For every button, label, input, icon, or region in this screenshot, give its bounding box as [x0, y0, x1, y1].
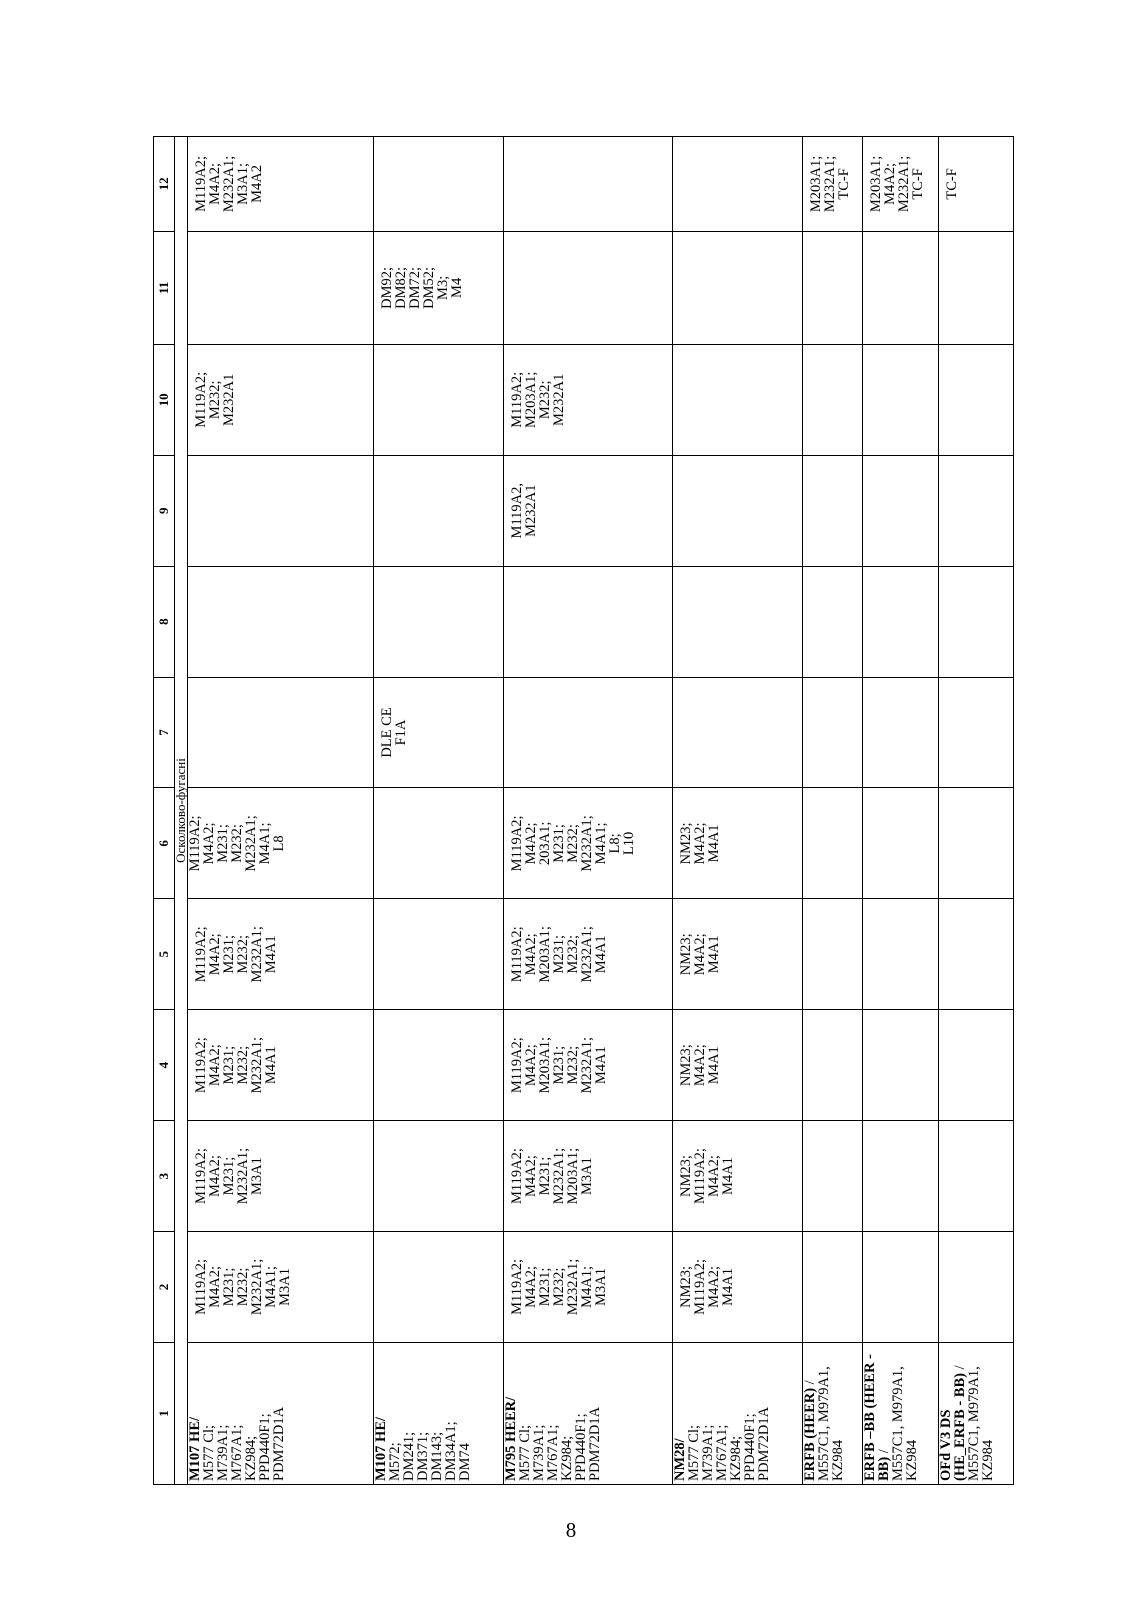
charge-cell-col-4	[673, 1010, 803, 1121]
charge-list: M119A2, M232A1	[509, 482, 539, 539]
charge-cell-col-12	[863, 137, 939, 232]
header-cell: 7	[154, 677, 175, 788]
header-cell: 12	[154, 137, 175, 232]
charge-cell-col-3	[188, 1121, 374, 1232]
projectile-cell	[803, 1342, 863, 1484]
charge-list: NM23; M119A2; M4A2; M4A1	[678, 1259, 736, 1315]
charge-cell-col-3	[939, 1121, 1014, 1232]
charge-cell-col-7	[803, 677, 863, 788]
projectile-title-suffix: /	[952, 1365, 968, 1374]
charge-cell-col-6	[374, 788, 504, 899]
header-row	[154, 137, 175, 1485]
charge-cell-col-8	[504, 566, 673, 677]
charge-cell-col-4	[939, 1010, 1014, 1121]
projectile-title: M107 HE/	[187, 1416, 203, 1481]
charge-cell-col-9	[863, 455, 939, 566]
projectile-title-suffix: /	[802, 1380, 818, 1388]
charge-list: M119A2; M4A2; M231; M232; M232A1; M4A1	[193, 1036, 279, 1094]
charge-cell-col-8	[939, 566, 1014, 677]
header-cell: 6	[154, 788, 175, 899]
charge-cell-col-10	[504, 344, 673, 455]
charge-list: M119A2; M4A2; M231; M232A1; M203A1; M3A1	[509, 1147, 595, 1205]
charge-list: M119A2; M4A2; M231; M232; M232A1; M4A1; M3A1	[509, 1258, 609, 1316]
charge-cell-col-5	[504, 899, 673, 1010]
charge-cell-col-6	[188, 788, 374, 899]
charge-cell-col-9	[673, 455, 803, 566]
charge-cell-col-11	[188, 231, 374, 344]
charge-list: NM23; M4A2; M4A1	[678, 822, 722, 865]
charge-cell-col-6	[504, 788, 673, 899]
projectile-title: ERFB –BB (HEER - BB)	[862, 1354, 892, 1481]
projectile-title: ERFB (HEER)	[802, 1387, 818, 1481]
table-row	[939, 137, 1014, 1485]
charge-cell-col-7	[188, 677, 374, 788]
charge-cell-col-8	[863, 566, 939, 677]
charge-cell-col-12	[504, 137, 673, 232]
charge-cell-col-8	[803, 566, 863, 677]
charge-cell-col-10	[374, 344, 504, 455]
charge-cell-col-2	[374, 1232, 504, 1343]
projectile-cell	[939, 1342, 1014, 1484]
charge-cell-col-3	[803, 1121, 863, 1232]
fuze-list: M557C1, M979A1, KZ984	[816, 1366, 846, 1481]
charge-cell-col-2	[673, 1232, 803, 1343]
charge-cell-col-5	[374, 899, 504, 1010]
charge-list: M119A2; M4A2; M231; M232; M232A1; M4A1	[193, 926, 279, 983]
charge-list: NM23; M4A2; M4A1	[678, 1044, 722, 1087]
rotated-table-container	[153, 136, 1001, 1485]
charge-list: M119A2; M203A1; M232; M232A1	[509, 371, 567, 429]
fuze-list: M577 Cl; M739A1; M767A1; KZ984; PPD440F1; PDM72D1A	[686, 1406, 772, 1481]
charge-cell-col-5	[673, 899, 803, 1010]
charge-cell-col-12	[673, 137, 803, 232]
charge-list: M119A2; M4A2; M203A1; M231; M232; M232A1; M4A1	[509, 1036, 609, 1094]
charge-list: M119A2; M4A2; 203A1; M231; M232; M232A1; M4A1; L8; L10	[509, 815, 637, 872]
projectile-title: M795 HEER/	[503, 1396, 519, 1481]
charge-cell-col-11	[673, 231, 803, 344]
charge-cell-col-10	[939, 344, 1014, 455]
fuze-list: M557C1, M979A1, KZ984	[890, 1366, 920, 1481]
charge-cell-col-8	[673, 566, 803, 677]
charge-cell-col-10	[863, 344, 939, 455]
charge-list: M119A2; M4A2; M231; M232A1; M3A1	[193, 1147, 265, 1205]
charge-cell-col-9	[939, 455, 1014, 566]
charge-list: TC-F	[944, 168, 960, 200]
fuze-list: M577 Cl; M739A1; M767A1; KZ984; PPD440F1; PDM72D1A	[201, 1406, 287, 1481]
charge-list: M203A1; M4A2; M232A1; TC-F	[868, 155, 926, 213]
projectile-cell	[504, 1342, 673, 1484]
header-cell: 11	[154, 231, 175, 344]
charge-cell-col-4	[374, 1010, 504, 1121]
table-row	[803, 137, 863, 1485]
header-cell: 5	[154, 899, 175, 1010]
charge-cell-col-7	[863, 677, 939, 788]
charge-cell-col-8	[188, 566, 374, 677]
header-cell: 10	[154, 344, 175, 455]
charge-cell-col-11	[374, 231, 504, 344]
group-row	[175, 137, 188, 1485]
charge-list: DM92; DM82; DM72; DM52; M3; M4	[379, 266, 465, 309]
charge-cell-col-10	[673, 344, 803, 455]
projectile-cell	[374, 1342, 504, 1484]
projectile-cell	[863, 1342, 939, 1484]
charge-list: DLE CE F1A	[379, 707, 409, 758]
header-cell: 9	[154, 455, 175, 566]
charge-cell-col-11	[939, 231, 1014, 344]
charge-cell-col-2	[939, 1232, 1014, 1343]
header-cell: 3	[154, 1121, 175, 1232]
charge-cell-col-10	[803, 344, 863, 455]
fuze-list: M572; DM241; DM371; DM143; DM34A1; DM74	[387, 1421, 473, 1481]
charge-cell-col-4	[504, 1010, 673, 1121]
charge-cell-col-3	[673, 1121, 803, 1232]
compatibility-table	[153, 136, 1014, 1485]
charge-cell-col-9	[504, 455, 673, 566]
table-row	[504, 137, 673, 1485]
page-number: 8	[565, 1518, 577, 1542]
charge-list: M119A2; M4A2; M232A1; M3A1; M4A2	[193, 155, 265, 213]
charge-cell-col-7	[504, 677, 673, 788]
projectile-title-suffix: /	[876, 1449, 892, 1457]
charge-list: M119A2; M4A2; M203A1; M231; M232; M232A1; M4A1	[509, 926, 609, 983]
charge-cell-col-12	[803, 137, 863, 232]
header-cell: 1	[154, 1342, 175, 1484]
charge-cell-col-6	[673, 788, 803, 899]
projectile-cell	[188, 1342, 374, 1484]
table-body	[188, 137, 1014, 1485]
table-row	[188, 137, 374, 1485]
header-cell: 8	[154, 566, 175, 677]
charge-cell-col-7	[673, 677, 803, 788]
charge-cell-col-4	[863, 1010, 939, 1121]
charge-cell-col-5	[803, 899, 863, 1010]
charge-list: NM23; M4A2; M4A1	[678, 933, 722, 976]
charge-cell-col-6	[939, 788, 1014, 899]
header-cell: 2	[154, 1232, 175, 1343]
charge-cell-col-11	[504, 231, 673, 344]
projectile-title: NM28/	[672, 1438, 688, 1481]
charge-cell-col-6	[863, 788, 939, 899]
charge-cell-col-7	[374, 677, 504, 788]
charge-cell-col-10	[188, 344, 374, 455]
charge-cell-col-7	[939, 677, 1014, 788]
charge-list: NM23; M119A2; M4A2; M4A1	[678, 1148, 736, 1204]
table-row	[863, 137, 939, 1485]
charge-cell-col-9	[803, 455, 863, 566]
charge-cell-col-5	[939, 899, 1014, 1010]
charge-cell-col-3	[863, 1121, 939, 1232]
table-row	[673, 137, 803, 1485]
charge-cell-col-2	[803, 1232, 863, 1343]
projectile-title: M107 HE/	[373, 1416, 389, 1481]
charge-cell-col-2	[188, 1232, 374, 1343]
charge-cell-col-8	[374, 566, 504, 677]
projectile-title: OFd V3 DS (HE_ERFB - BB)	[938, 1373, 968, 1481]
charge-cell-col-4	[803, 1010, 863, 1121]
charge-cell-col-9	[374, 455, 504, 566]
charge-cell-col-3	[504, 1121, 673, 1232]
charge-cell-col-12	[188, 137, 374, 232]
charge-cell-col-12	[374, 137, 504, 232]
charge-cell-col-5	[188, 899, 374, 1010]
charge-cell-col-9	[188, 455, 374, 566]
charge-cell-col-2	[863, 1232, 939, 1343]
charge-list: M119A2; M4A2; M231; M232; M232A1; M4A1; M3A1	[193, 1258, 293, 1316]
charge-cell-col-12	[939, 137, 1014, 232]
fuze-list: M557C1, M979A1, KZ984	[966, 1366, 996, 1481]
charge-list: M203A1; M232A1; TC-F	[808, 155, 852, 213]
group-label: Осколково-фугасні	[175, 137, 188, 1485]
charge-cell-col-2	[504, 1232, 673, 1343]
charge-cell-col-6	[803, 788, 863, 899]
charge-cell-col-3	[374, 1121, 504, 1232]
charge-cell-col-11	[863, 231, 939, 344]
charge-cell-col-11	[803, 231, 863, 344]
table-row	[374, 137, 504, 1485]
header-cell: 4	[154, 1010, 175, 1121]
charge-cell-col-4	[188, 1010, 374, 1121]
projectile-cell	[673, 1342, 803, 1484]
fuze-list: M577 Cl; M739A1; M767A1; KZ984; PPD440F1; PDM72D1A	[517, 1406, 603, 1481]
charge-list: M119A2; M4A2; M231; M232; M232A1; M4A1; L8	[187, 815, 287, 872]
charge-list: M119A2; M232; M232A1	[193, 371, 237, 428]
charge-cell-col-5	[863, 899, 939, 1010]
